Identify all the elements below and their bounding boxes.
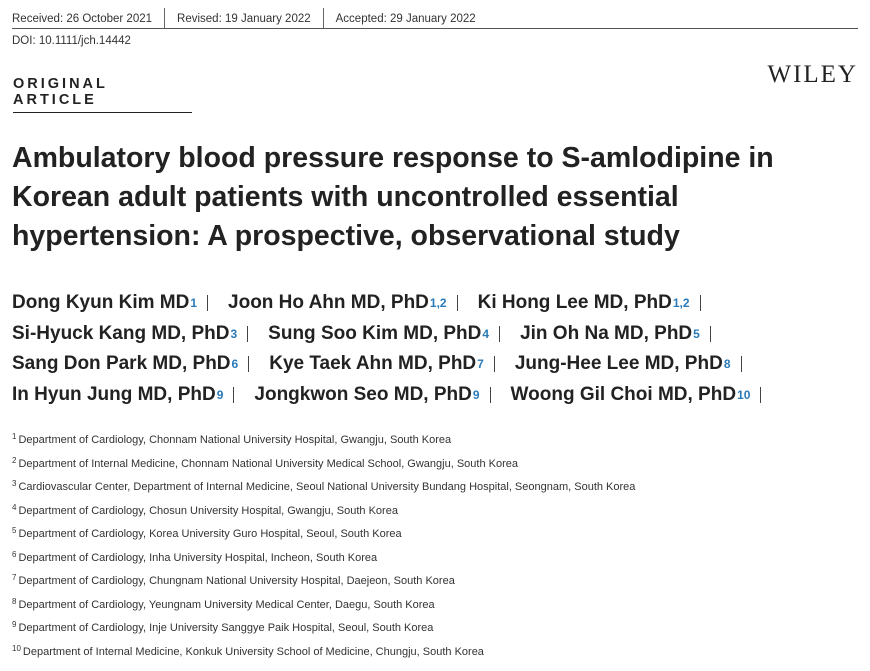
author[interactable]: [520, 323, 700, 345]
affiliation: [12, 429, 862, 453]
header-rule: [12, 28, 858, 29]
affiliation-number: 3: [12, 479, 17, 488]
revised-date: Revised: 19 January 2022: [177, 12, 311, 25]
author-list: [12, 288, 862, 410]
title-line: Ambulatory blood pressure response to S-amlodipine in: [12, 142, 774, 174]
author-row: [12, 288, 862, 319]
author-row: [12, 380, 862, 411]
affiliation-ref[interactable]: 8: [723, 357, 731, 372]
affiliation-number: 5: [12, 526, 17, 535]
author-name: Joon Ho Ahn MD, PhD: [228, 292, 429, 314]
affiliation-text: Cardiovascular Center, Department of Internal Medicine, Seoul National University Bundang Hospital, Seongnam, South Korea: [18, 481, 636, 493]
author-name: Kye Taek Ahn MD, PhD: [269, 353, 477, 375]
author-row: [12, 349, 862, 380]
author-name: Sang Don Park MD, PhD: [12, 353, 231, 375]
author-separator: [710, 326, 711, 342]
author-separator: [248, 356, 249, 372]
affiliation: [12, 500, 862, 524]
author-name: Jongkwon Seo MD, PhD: [254, 383, 472, 405]
accepted-date: Accepted: 29 January 2022: [335, 12, 476, 25]
affiliation: [12, 570, 862, 594]
author[interactable]: [228, 292, 447, 314]
author-separator: [700, 295, 701, 311]
author-separator: [494, 356, 495, 372]
affiliation-number: 8: [12, 596, 17, 606]
author-separator: [760, 387, 761, 403]
affiliation-ref[interactable]: 10: [737, 387, 751, 402]
author-separator: [247, 326, 248, 342]
author-separator: [457, 295, 458, 311]
affiliation-text: Department of Cardiology, Chonnam National University Hospital, Gwangju, South Korea: [18, 434, 452, 446]
title-line: hypertension: A prospective, observational study: [12, 220, 680, 252]
affiliation-ref[interactable]: 5: [693, 326, 700, 341]
author-name: Woong Gil Choi MD, PhD: [510, 383, 737, 405]
divider: [164, 8, 165, 29]
author-name: Jung-Hee Lee MD, PhD: [514, 353, 723, 375]
affiliation-text: Department of Cardiology, Chungnam National University Hospital, Daejeon, South Korea: [18, 575, 455, 587]
affiliation-ref[interactable]: 4: [482, 326, 490, 341]
author-separator: [499, 326, 500, 342]
author-name: Si-Hyuck Kang MD, PhD: [12, 322, 230, 344]
affiliation-number: 10: [12, 643, 21, 653]
affiliation-ref[interactable]: 7: [477, 357, 484, 372]
affiliation-ref[interactable]: 9: [216, 387, 224, 402]
affiliation-ref[interactable]: 1: [190, 296, 198, 311]
affiliation-text: Department of Cardiology, Chosun University Hospital, Gwangju, South Korea: [18, 504, 398, 517]
affiliation-ref[interactable]: 9: [472, 387, 480, 402]
author[interactable]: [515, 353, 731, 375]
author-separator: [741, 356, 742, 372]
affiliation-number: 6: [12, 549, 17, 559]
author-name: Ki Hong Lee MD, PhD: [477, 292, 672, 314]
affiliation: [12, 641, 862, 665]
author[interactable]: [12, 292, 197, 314]
affiliation-ref[interactable]: 3: [230, 326, 238, 341]
title-line: Korean adult patients with uncontrolled essential: [12, 181, 679, 213]
section-label: ORIGINAL ARTICLE: [13, 76, 192, 113]
affiliation: [12, 547, 862, 571]
affiliation-ref[interactable]: 6: [231, 357, 239, 372]
affiliation: [12, 476, 862, 500]
author[interactable]: [12, 323, 237, 345]
author[interactable]: [254, 384, 479, 406]
affiliation-ref[interactable]: 1,2: [429, 296, 447, 311]
author[interactable]: [478, 292, 690, 314]
affiliation-text: Department of Cardiology, Korea University Guro Hospital, Seoul, South Korea: [18, 528, 402, 540]
affiliation-number: 7: [12, 573, 17, 582]
received-date: Received: 26 October 2021: [12, 12, 153, 25]
author[interactable]: [12, 353, 238, 375]
affiliation-text: Department of Cardiology, Yeungnam University Medical Center, Daegu, South Korea: [18, 598, 435, 611]
affiliation-text: Department of Internal Medicine, Konkuk University School of Medicine, Chungju, South Korea: [22, 645, 484, 658]
author-name: Dong Kyun Kim MD: [12, 292, 190, 314]
affiliation-number: 9: [12, 620, 17, 629]
affiliation-list: [12, 429, 862, 664]
author-name: Sung Soo Kim MD, PhD: [268, 322, 482, 344]
affiliation-text: Department of Cardiology, Inha University Hospital, Incheon, South Korea: [18, 551, 378, 564]
affiliation: [12, 617, 862, 641]
author[interactable]: [268, 323, 489, 345]
affiliation-number: 2: [12, 455, 17, 465]
author[interactable]: [269, 353, 484, 375]
author-separator: [233, 387, 234, 403]
affiliation-text: Department of Internal Medicine, Chonnam National University Medical School, Gwangju, South Korea: [18, 457, 518, 470]
article-title: [12, 139, 862, 256]
article-history: [12, 8, 476, 29]
affiliation-text: Department of Cardiology, Inje University Sanggye Paik Hospital, Seoul, South Korea: [18, 622, 434, 634]
author[interactable]: [12, 384, 223, 406]
affiliation: [12, 523, 862, 547]
author-name: Jin Oh Na MD, PhD: [520, 322, 693, 344]
affiliation: [12, 594, 862, 618]
author-separator: [207, 295, 208, 311]
author[interactable]: [511, 384, 751, 406]
affiliation-number: 4: [12, 502, 17, 512]
affiliation-number: 1: [12, 432, 17, 441]
author-separator: [490, 387, 491, 403]
doi[interactable]: DOI: 10.1111/jch.14442: [12, 35, 131, 47]
divider: [323, 8, 324, 29]
author-name: In Hyun Jung MD, PhD: [12, 383, 216, 405]
affiliation: [12, 453, 862, 477]
publisher-logo: WILEY: [767, 61, 858, 88]
affiliation-ref[interactable]: 1,2: [672, 296, 690, 311]
author-row: [12, 319, 862, 350]
